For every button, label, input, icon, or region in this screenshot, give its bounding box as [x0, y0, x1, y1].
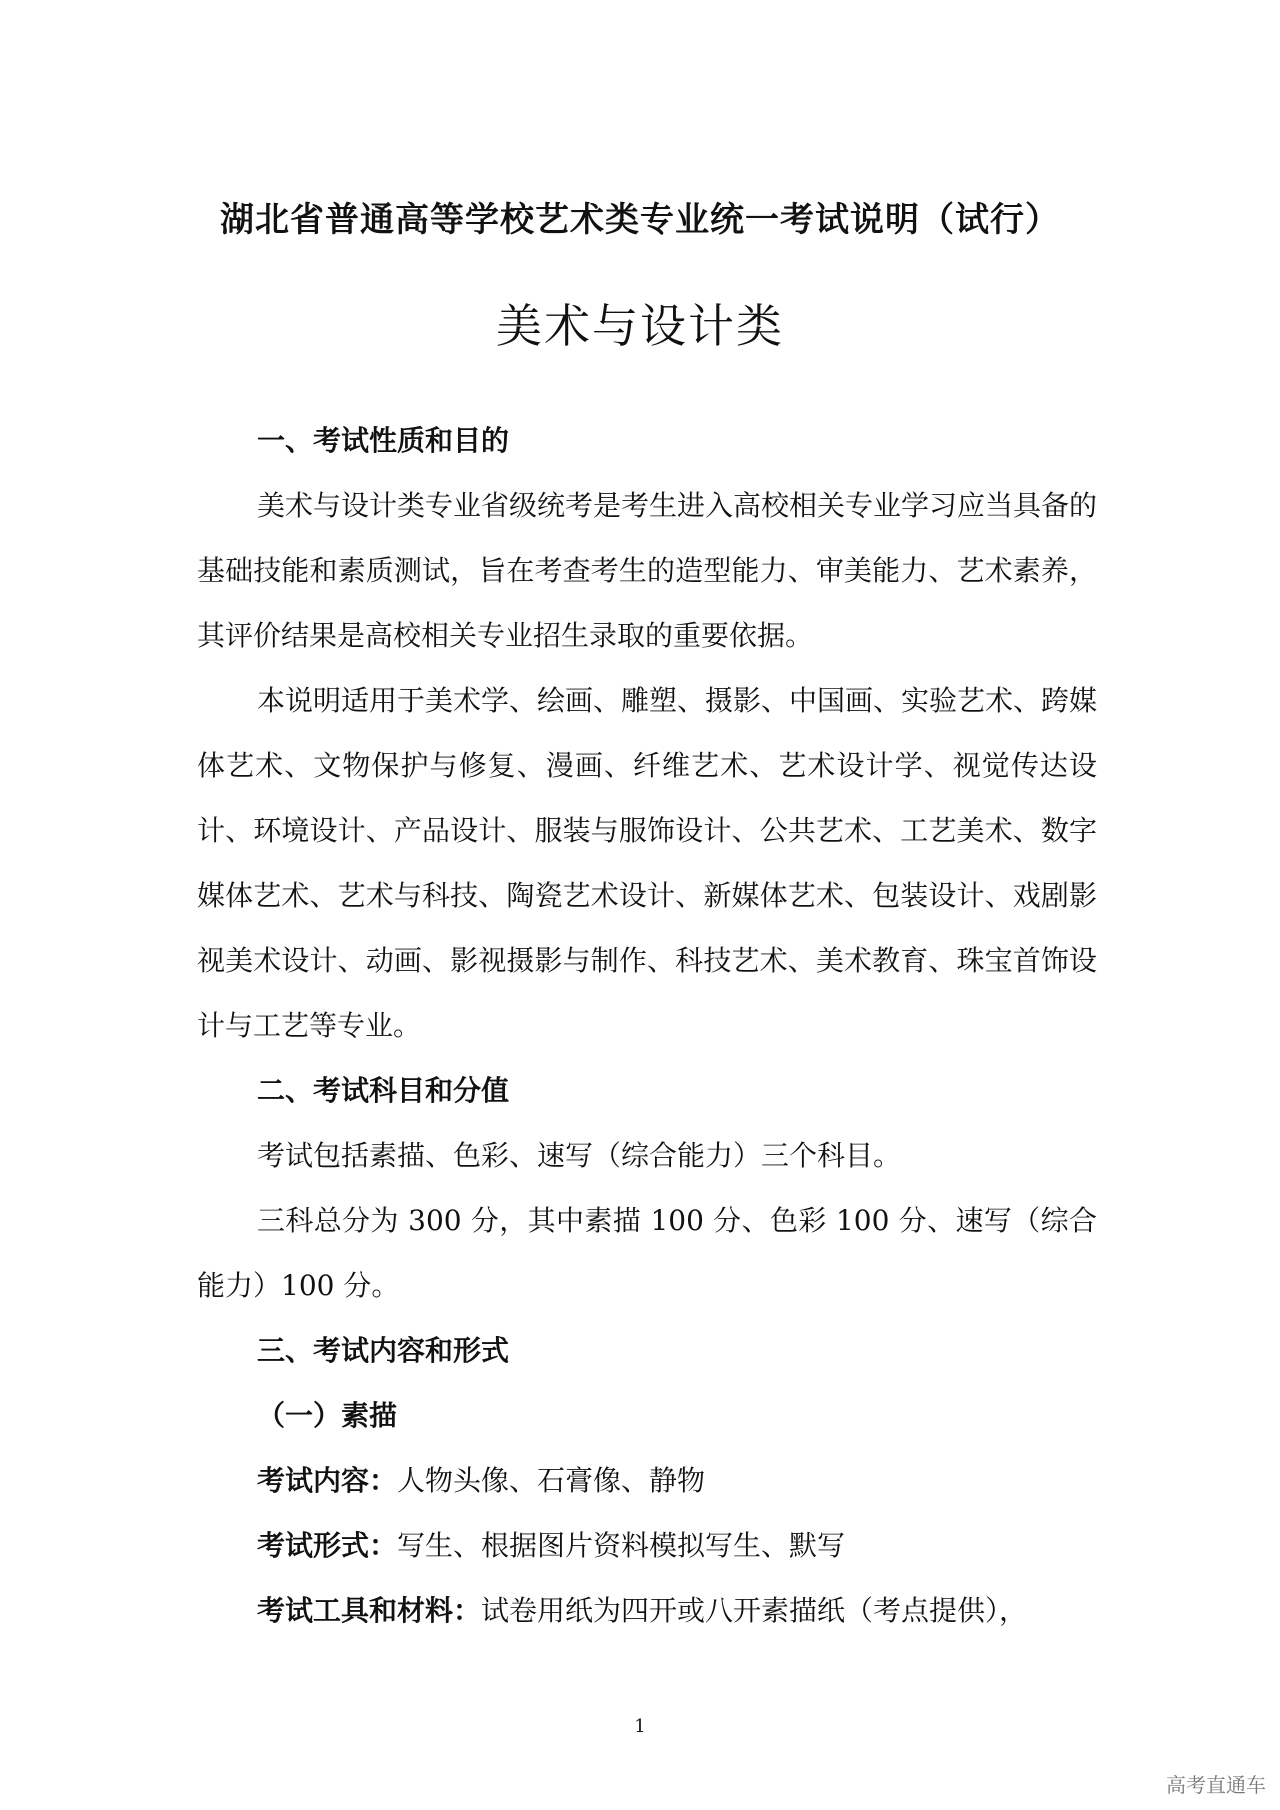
paragraph-scores: 三科总分为 300 分，其中素描 100 分、色彩 100 分、速写（综合能力）100 分。: [197, 1204, 1097, 1302]
paragraph-applicable-majors: 本说明适用于美术学、绘画、雕塑、摄影、中国画、实验艺术、跨媒体艺术、文物保护与修复、漫画、纤维艺术、艺术设计学、视觉传达设计、环境设计、产品设计、服装与服饰设计、公共艺术、工艺美术、数字媒体艺术、艺术与科技、陶瓷艺术设计、新媒体艺术、包装设计、戏剧影视美术设计、动画、影视摄影与制作、科技艺术、美术教育、珠宝首饰设计与工艺等专业。: [197, 684, 1098, 1042]
section-heading-subjects-scores: 二、考试科目和分值: [257, 1074, 510, 1107]
exam-content-line: [197, 1448, 1097, 1513]
subsection-heading-sketch: （一）素描: [257, 1399, 398, 1432]
document-title: 湖北省普通高等学校艺术类专业统一考试说明（试行）: [220, 200, 1060, 240]
page-number: 1: [634, 1716, 646, 1737]
paragraph-subjects: 考试包括素描、色彩、速写（综合能力）三个科目。: [257, 1139, 902, 1172]
exam-tools-label: 考试工具和材料：: [257, 1594, 482, 1627]
exam-tools-value: 试卷用纸为四开或八开素描纸（考点提供），: [481, 1594, 1028, 1627]
paragraph-exam-purpose: 美术与设计类专业省级统考是考生进入高校相关专业学习应当具备的基础技能和素质测试，旨在考查考生的造型能力、审美能力、艺术素养，其评价结果是高校相关专业招生录取的重要依据。: [197, 489, 1098, 652]
document-body: [197, 408, 1097, 1643]
section-heading-content-format: 三、考试内容和形式: [257, 1334, 510, 1367]
exam-tools-line: [197, 1578, 1097, 1643]
exam-form-label: 考试形式：: [257, 1529, 398, 1562]
exam-form-line: [197, 1513, 1097, 1578]
exam-content-value: 人物头像、石膏像、静物: [397, 1464, 706, 1497]
document-subtitle: 美术与设计类: [496, 299, 784, 353]
watermark-text: 高考直通车: [1166, 1773, 1266, 1797]
exam-form-value: 写生、根据图片资料模拟写生、默写: [397, 1529, 846, 1562]
section-heading-exam-nature: 一、考试性质和目的: [257, 424, 510, 457]
exam-content-label: 考试内容：: [257, 1464, 398, 1497]
